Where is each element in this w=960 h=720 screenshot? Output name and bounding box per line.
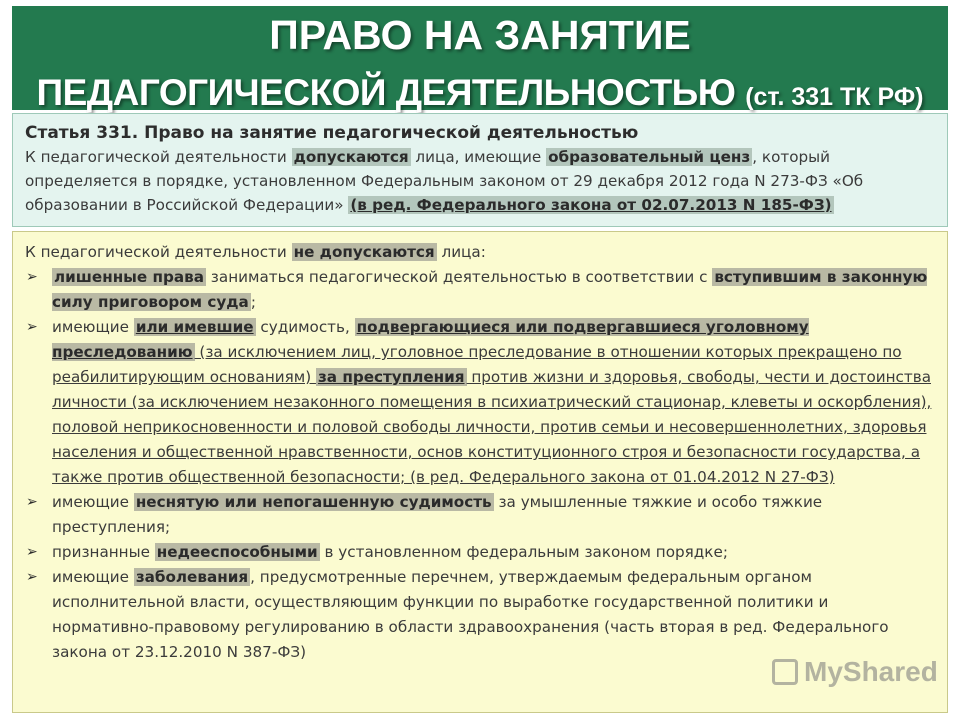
arrow-bullet-icon: ➢	[26, 544, 38, 560]
header-article-ref: (ст. 331 ТК РФ)	[745, 83, 924, 111]
list-item	[25, 540, 935, 565]
item-text: (за исключением лиц, уголовное преследование в отношении которых прекращено по реабилитирующим основаниям)	[52, 343, 902, 386]
item-text: , предусмотренные перечнем, утверждаемым федеральным органом исполнительной власти, осуществляющим функции по выработке государственной политики и нормативно-правовому регулированию в области здравоохранения (часть вторая в ред. Федерального закона от 23.12.2010 N 387-ФЗ)	[52, 568, 889, 661]
list-item	[25, 490, 935, 540]
article-text-part: К педагогической деятельности	[25, 148, 292, 166]
item-highlight: лишенные права	[54, 268, 204, 286]
article-box	[12, 113, 948, 227]
intro-text-end: лица:	[436, 243, 486, 261]
watermark-logo-icon	[772, 659, 798, 685]
article-amendment-ref: (в ред. Федерального закона от 02.07.2013 N 185-ФЗ)	[350, 196, 832, 214]
item-text: признанные	[52, 543, 155, 561]
item-highlight: неснятую или непогашенную судимость	[135, 493, 492, 511]
list-item	[25, 315, 935, 490]
item-text: заниматься педагогической деятельностью в соответствии с	[205, 268, 713, 286]
article-highlight-allowed: допускаются	[293, 148, 409, 166]
header-title-line1: ПРАВО НА ЗАНЯТИЕ	[269, 12, 691, 58]
arrow-bullet-icon: ➢	[26, 319, 38, 335]
item-text: против жизни и здоровья, свободы, чести и достоинства личности (за исключением незаконного помещения в психиатрический стационар, клеветы и оскорбления), половой неприкосновенности и половой свободы личности, против семьи и несовершеннолетних, здоровья населения и общественной нравственности, основ конституционного строя и безопасности государства, а также против общественной безопасности; (в ред. Федерального закона от 01.04.2012 N 27-ФЗ)	[52, 368, 932, 486]
list-item	[25, 265, 935, 315]
restrictions-list	[25, 265, 935, 665]
article-highlight-qualification: образовательный ценз	[548, 148, 751, 166]
arrow-bullet-icon: ➢	[26, 494, 38, 510]
item-text: имеющие	[52, 318, 134, 336]
article-title: Статья 331. Право на занятие педагогической деятельностью	[25, 123, 639, 143]
article-text-part: , который определяется в порядке, установленном Федеральным законом от 29 декабря 2012 года N 273-ФЗ «Об образовании в Российской Федерации»	[25, 148, 864, 214]
restrictions-intro	[25, 240, 935, 265]
item-text: за умышленные тяжкие и особо тяжкие преступления;	[52, 493, 823, 536]
item-highlight: подвергающиеся или подвергавшиеся уголовному преследованию	[52, 318, 809, 361]
slide-header	[12, 6, 948, 113]
article-text-part: лица, имеющие	[410, 148, 547, 166]
item-text: в установленном федеральным законом порядке;	[319, 543, 728, 561]
item-highlight: вступившим в законную силу приговором суда	[52, 268, 928, 311]
arrow-bullet-icon: ➢	[26, 569, 38, 585]
item-highlight: или имевшие	[135, 318, 254, 336]
item-highlight: за преступления	[317, 368, 465, 386]
item-highlight: заболевания	[135, 568, 249, 586]
item-text: имеющие	[52, 568, 134, 586]
article-text	[25, 145, 935, 217]
watermark-text: MyShared	[804, 656, 938, 687]
intro-text: К педагогической деятельности	[25, 243, 292, 261]
restrictions-box	[12, 231, 948, 713]
arrow-bullet-icon: ➢	[26, 269, 38, 285]
watermark	[772, 652, 942, 692]
header-title-main: ПЕДАГОГИЧЕСКОЙ ДЕЯТЕЛЬНОСТЬЮ	[36, 72, 736, 113]
item-text: судимость,	[255, 318, 355, 336]
item-highlight: недееспособными	[156, 543, 318, 561]
list-item	[25, 565, 935, 665]
item-text: имеющие	[52, 493, 134, 511]
item-text: ;	[250, 293, 256, 311]
intro-highlight: не допускаются	[293, 243, 435, 261]
